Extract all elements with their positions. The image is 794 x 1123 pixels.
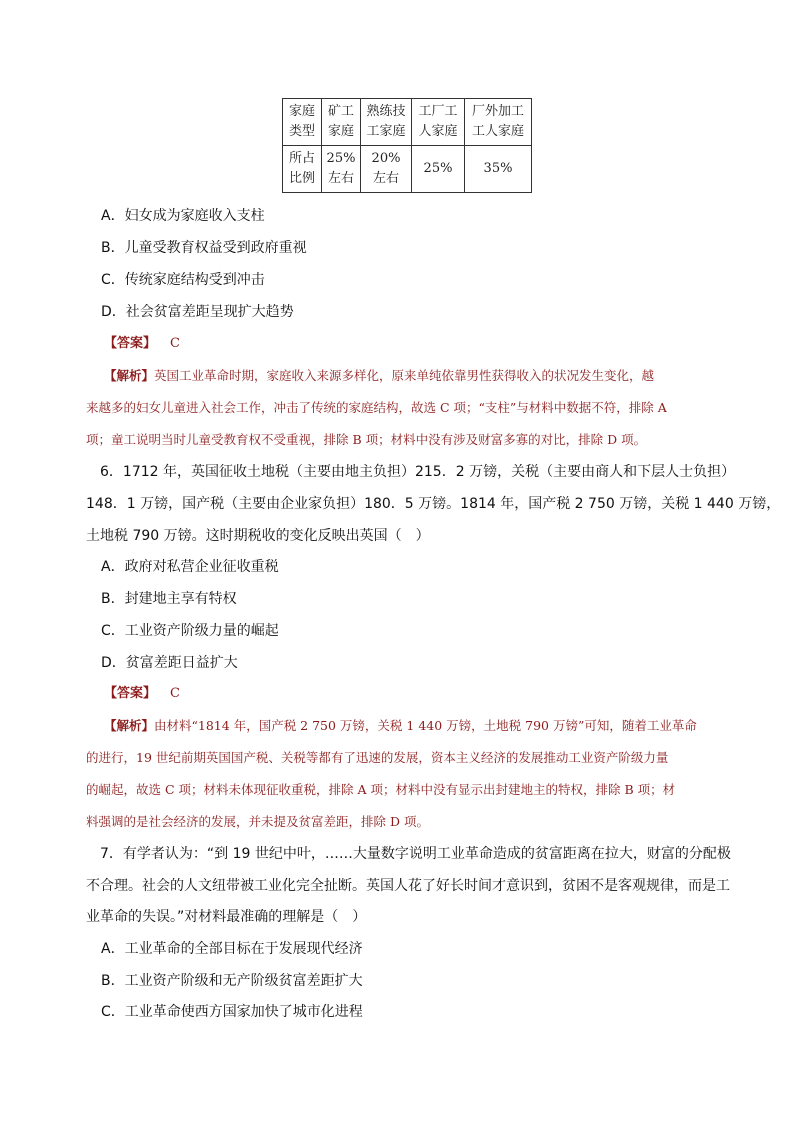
q6-explanation-line-2: 的进行，19 世纪前期英国国产税、关税等都有了迅速的发展，资本主义经济的发展推动工业资产阶级力量 <box>86 750 669 765</box>
answer-label: 【答案】 <box>104 336 157 351</box>
table-cell <box>322 99 361 146</box>
table-cell <box>465 99 532 146</box>
q7-stem-line-2: 不合理。社会的人文纽带被工业化完全扯断。英国人花了好长时间才意识到，贫困不是客观规律，而是工 <box>86 878 730 894</box>
table-cell <box>283 146 322 193</box>
cell-text: 矿工 家庭 <box>327 104 354 139</box>
explanation-text: 英国工业革命时期，家庭收入来源多样化，原来单纯依靠男性获得收入的状况发生变化，越 <box>154 368 655 383</box>
table-cell <box>361 99 412 146</box>
answer-value: C <box>170 336 180 351</box>
table-cell <box>412 146 465 193</box>
q6-stem-line-2: 148．1 万镑，国产税（主要由企业家负担）180．5 万镑。1814 年，国产税 2 750 万镑，关税 1 440 万镑， <box>86 496 781 512</box>
table-row <box>283 146 532 193</box>
q7-stem-line-3: 业革命的失误。”对材料最准确的理解是（ ） <box>86 909 367 925</box>
table-cell <box>361 146 412 193</box>
cell-text: 25% 左右 <box>326 151 356 186</box>
q6-explanation-line-4: 料强调的是社会经济的发展，并未提及贫富差距，排除 D 项。 <box>86 814 429 829</box>
q7-option-a: A．工业革命的全部目标在于发展现代经济 <box>101 941 363 957</box>
q5-option-d: D．社会贫富差距呈现扩大趋势 <box>101 304 294 320</box>
q6-option-a: A．政府对私营企业征收重税 <box>101 559 279 575</box>
q6-option-c: C．工业资产阶级力量的崛起 <box>101 623 279 639</box>
cell-text: 家庭 类型 <box>288 104 315 139</box>
q7-option-c: C．工业革命使西方国家加快了城市化进程 <box>101 1004 363 1020</box>
q7-stem-line-1: 7．有学者认为：“到 19 世纪中叶，……大量数字说明工业革命造成的贫富距离在拉大，财富的分配极 <box>100 846 731 862</box>
table-cell <box>465 146 532 193</box>
table-header-row <box>283 99 532 146</box>
q7-option-b: B．工业资产阶级和无产阶级贫富差距扩大 <box>101 973 363 989</box>
q5-option-c: C．传统家庭结构受到冲击 <box>101 272 265 288</box>
q5-option-a: A．妇女成为家庭收入支柱 <box>101 208 265 224</box>
q5-answer <box>104 334 180 354</box>
table-cell <box>322 146 361 193</box>
cell-text: 厂外加工 工人家庭 <box>471 104 524 139</box>
q6-explanation-line-3: 的崛起，故选 C 项；材料未体现征收重税，排除 A 项；材料中没有显示出封建地主的特权，排除 B 项；材 <box>86 782 676 797</box>
q6-explanation-line-1 <box>104 716 697 736</box>
table-cell <box>283 99 322 146</box>
cell-text: 25% <box>423 161 453 176</box>
q5-explanation-line-1 <box>104 366 654 386</box>
answer-value: C <box>170 686 180 701</box>
cell-text: 熟练技 工家庭 <box>366 104 406 139</box>
explanation-text: 由材料“1814 年，国产税 2 750 万镑，关税 1 440 万镑，土地税 790 万镑”可知，随着工业革命 <box>154 718 697 733</box>
answer-label: 【答案】 <box>104 686 157 701</box>
cell-text: 20% 左右 <box>371 151 401 186</box>
cell-text: 工厂工 人家庭 <box>418 104 458 139</box>
q6-option-b: B．封建地主享有特权 <box>101 591 237 607</box>
family-type-table <box>282 98 532 193</box>
table-cell <box>412 99 465 146</box>
q5-explanation-line-3: 项；童工说明当时儿童受教育权不受重视，排除 B 项；材料中没有涉及财富多寡的对比，排除 D 项。 <box>86 432 647 447</box>
q6-stem-line-3: 土地税 790 万镑。这时期税收的变化反映出英国（ ） <box>86 528 430 544</box>
cell-text: 35% <box>483 161 513 176</box>
q5-explanation-line-2: 来越多的妇女儿童进入社会工作，冲击了传统的家庭结构，故选 C 项；“支柱”与材料中数据不符，排除 A <box>86 400 667 415</box>
explanation-label: 【解析】 <box>104 718 155 733</box>
explanation-label: 【解析】 <box>104 368 155 383</box>
q5-option-b: B．儿童受教育权益受到政府重视 <box>101 240 307 256</box>
q6-answer <box>104 684 180 704</box>
q6-option-d: D．贫富差距日益扩大 <box>101 655 238 671</box>
cell-text: 所占 比例 <box>288 151 315 186</box>
q6-stem-line-1: 6．1712 年，英国征收土地税（主要由地主负担）215．2 万镑，关税（主要由商人和下层人士负担） <box>100 464 736 480</box>
